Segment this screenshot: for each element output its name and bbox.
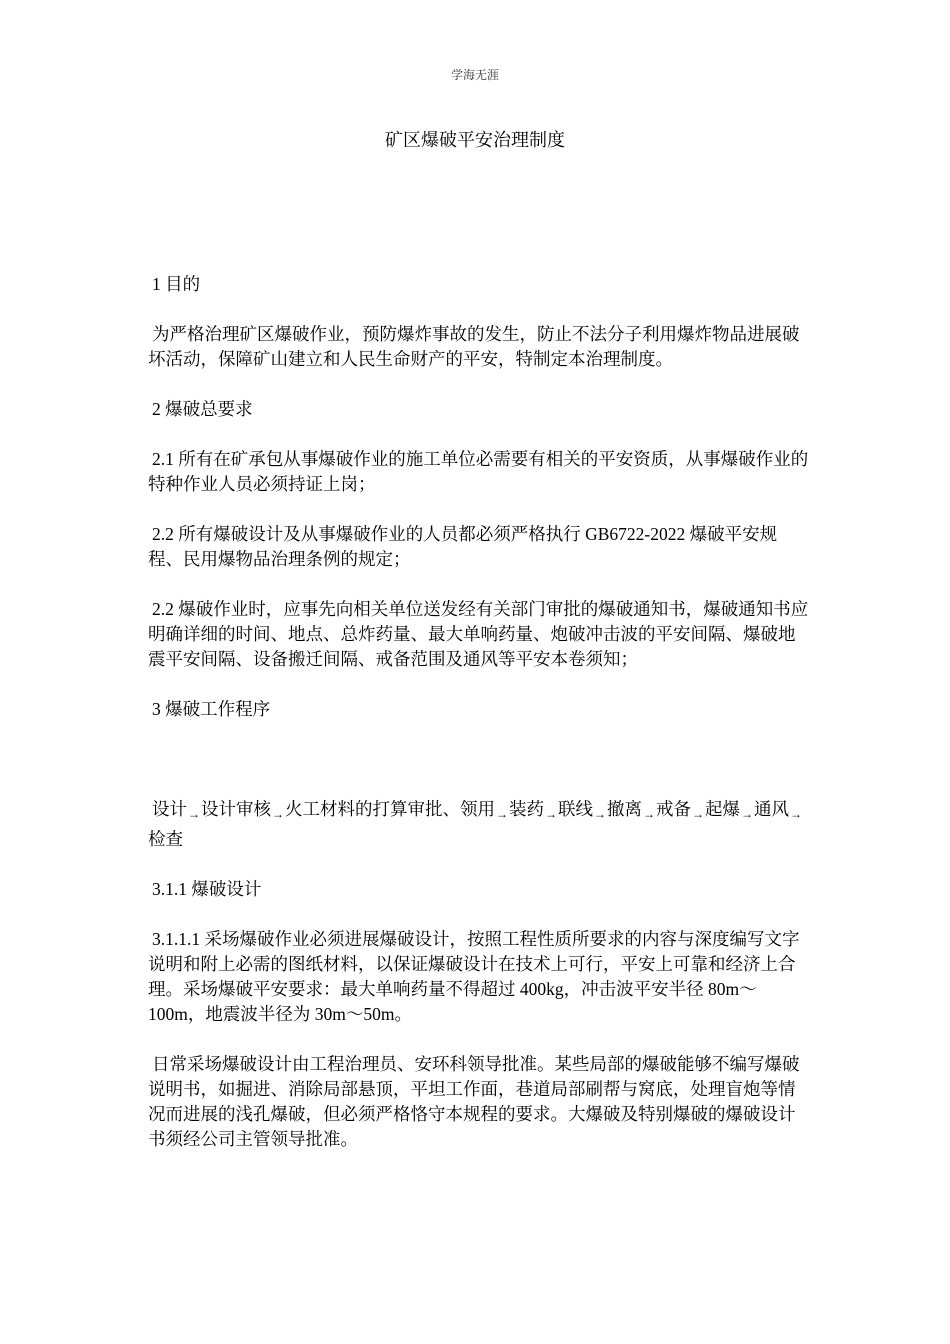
flow-step: 撤离: [607, 799, 642, 819]
flow-arrow-icon: →: [272, 807, 284, 821]
section-1-heading: 1 目的: [152, 274, 201, 294]
flow-step: 火工材料的打算审批、领用: [285, 799, 495, 819]
document-body: [148, 272, 810, 1177]
flow-arrow-icon: →: [594, 807, 606, 821]
section-3-heading: 3 爆破工作程序: [152, 699, 271, 719]
workflow-steps: [148, 797, 810, 852]
page-header: 学海无涯: [450, 68, 499, 82]
flow-step: 通风: [754, 799, 789, 819]
flow-arrow-icon: →: [741, 807, 753, 821]
section-2-2-paragraph: 2.2 所有爆破设计及从事爆破作业的人员都必须严格执行 GB6722-2022 爆破平安规程、民用爆物品治理条例的规定；: [148, 524, 778, 569]
flow-arrow-icon: →: [188, 807, 200, 821]
flow-arrow-icon: →: [545, 807, 557, 821]
section-2-heading: 2 爆破总要求: [152, 399, 253, 419]
flow-step: 装药: [509, 799, 544, 819]
document-title: 矿区爆破平安治理制度: [385, 130, 565, 150]
flow-step: 起爆: [705, 799, 740, 819]
flow-arrow-icon: →: [643, 807, 655, 821]
section-3-1-1-1-paragraph: 3.1.1.1 采场爆破作业必须进展爆破设计，按照工程性质所要求的内容与深度编写文字说明和附上必需的图纸材料，以保证爆破设计在技术上可行，平安上可靠和经济上合理。采场爆破平安要求：最大单响药量不得超过 400kg，冲击波平安半径 80m～100m，地震波半径为 30m～50m。: [148, 929, 800, 1024]
flow-arrow-icon: →: [496, 807, 508, 821]
flow-step: 戒备: [656, 799, 691, 819]
section-2-1-paragraph: 2.1 所有在矿承包从事爆破作业的施工单位必需要有相关的平安资质，从事爆破作业的特种作业人员必须持证上岗；: [148, 449, 809, 494]
flow-step: 设计审核: [201, 799, 271, 819]
section-2-2-notice-paragraph: 2.2 爆破作业时，应事先向相关单位送发经有关部门审批的爆破通知书，爆破通知书应明确详细的时间、地点、总炸药量、最大单响药量、炮破冲击波的平安间隔、爆破地震平安间隔、设备搬迁间隔、戒备范围及通风等平安本卷须知；: [148, 599, 809, 669]
flow-step: 检查: [148, 829, 183, 849]
flow-arrow-icon: →: [790, 807, 802, 821]
section-1-paragraph: 为严格治理矿区爆破作业，预防爆炸事故的发生，防止不法分子利用爆炸物品进展破坏活动，保障矿山建立和人民生命财产的平安，特制定本治理制度。: [148, 324, 800, 369]
section-3-1-approval-paragraph: 日常采场爆破设计由工程治理员、安环科领导批准。某些局部的爆破能够不编写爆破说明书，如掘进、消除局部悬顶，平坦工作面，巷道局部刷帮与窝底，处理盲炮等情况而进展的浅孔爆破，但必须严格恪守本规程的要求。大爆破及特别爆破的爆破设计书须经公司主管领导批准。: [148, 1054, 800, 1149]
section-3-1-1-heading: 3.1.1 爆破设计: [152, 879, 262, 899]
flow-step: 设计: [152, 799, 187, 819]
flow-step: 联线: [558, 799, 593, 819]
flow-arrow-icon: →: [692, 807, 704, 821]
